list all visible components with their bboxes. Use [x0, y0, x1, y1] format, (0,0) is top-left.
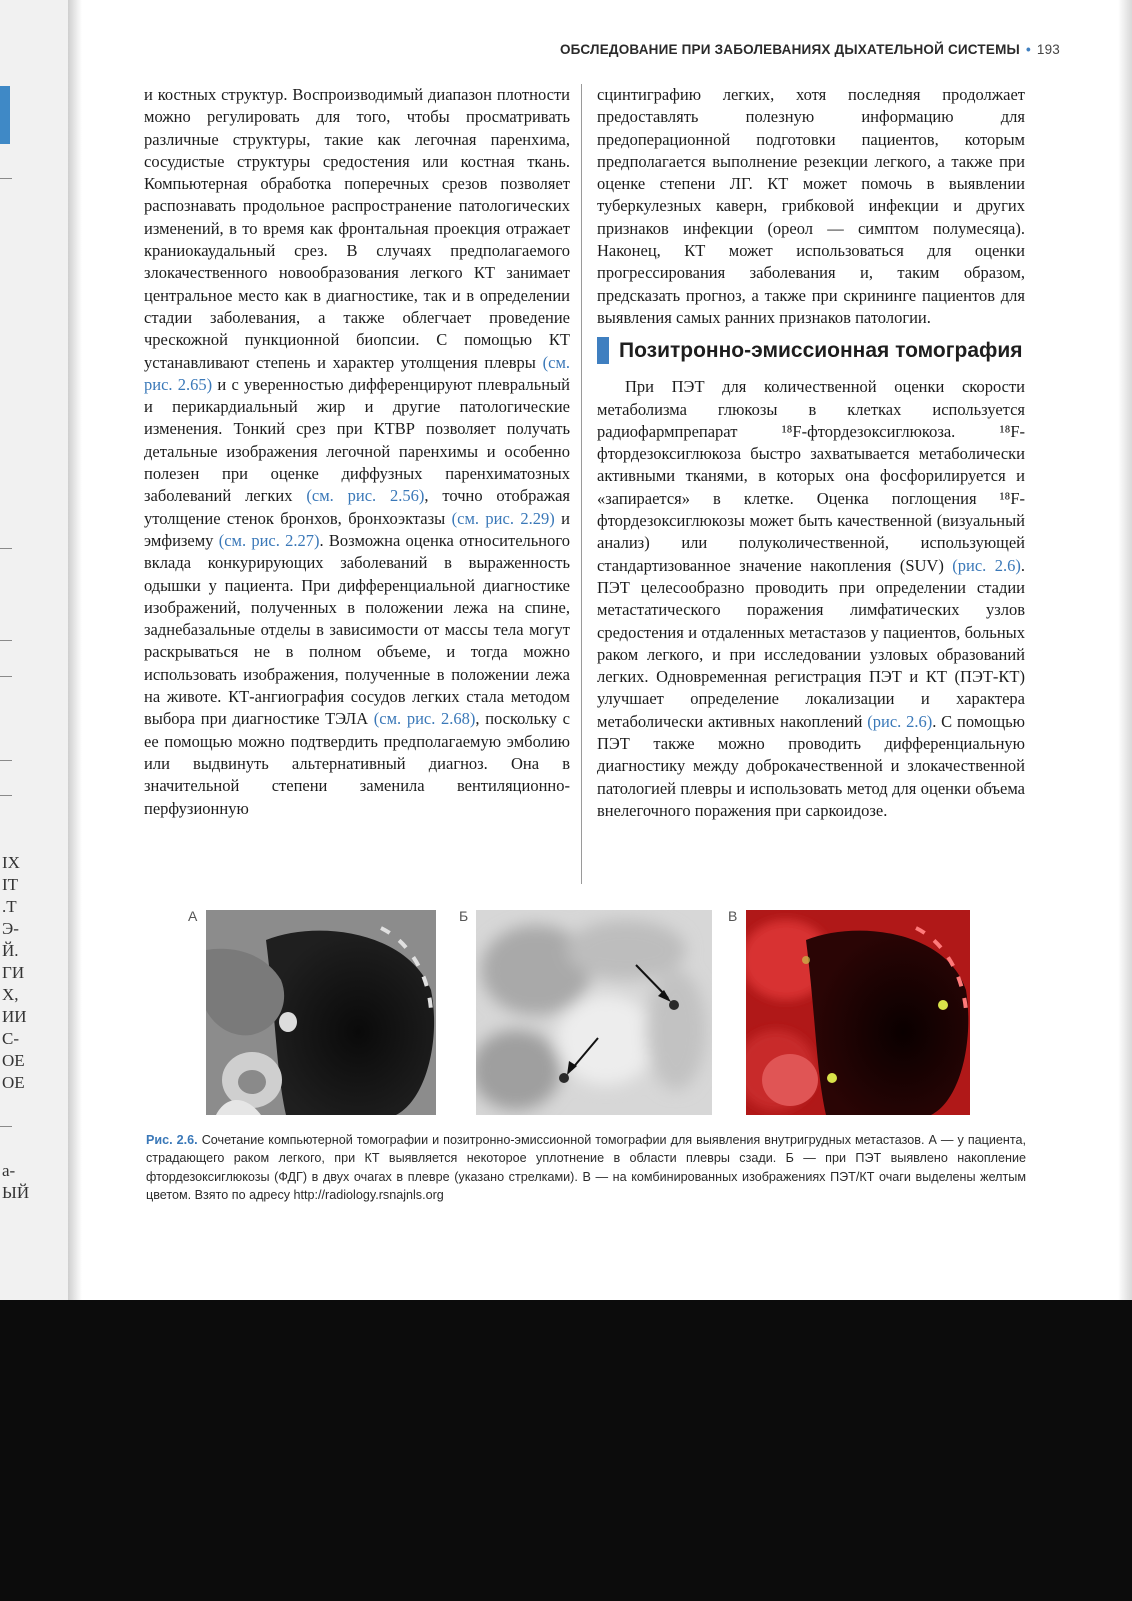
body-text: и эмфизему — [144, 508, 570, 550]
column-divider — [581, 84, 582, 884]
section-heading — [597, 337, 1025, 364]
left-page-rule — [0, 640, 12, 641]
left-page-rule — [0, 548, 12, 549]
panel-label-a: А — [188, 908, 198, 924]
body-paragraph — [597, 376, 1025, 822]
right-text-column — [597, 84, 1025, 822]
left-page-rule — [0, 178, 12, 179]
left-page-fragment: ОЕ — [2, 1051, 25, 1070]
running-header-title: ОБСЛЕДОВАНИЕ ПРИ ЗАБОЛЕВАНИЯХ ДЫХАТЕЛЬНОЙ СИСТЕМЫ — [559, 42, 1020, 57]
body-text: . С помощью ПЭТ также можно проводить дифференциальную диагностику между доброкачественной и злокачественной патологией плевры и использовать метод для оценки объема внелегочного поражения при саркоидозе. — [597, 711, 1025, 820]
figure-caption-label: Рис. 2.6. — [146, 1133, 198, 1147]
body-text: . Возможна оценка относительного вклада конкурирующих заболеваний в выраженность одышки у пациента. При дифференциальной диагностике изображений, полученных в положении лежа на спине, заднебазальные отделы в зависимости от массы тела могут раскрываться не в полном объеме, и тогда можно использовать изображения, полученные в положении лежа на животе. КТ-ангиография сосудов легких стала методом выбора при диагностике ТЭЛА — [144, 530, 570, 729]
left-page-fragment: X, — [2, 985, 19, 1004]
section-heading-marker — [597, 337, 609, 364]
body-text: , поскольку с ее помощью можно подтвердить предполагаемую эмболию или выдвинуть альтернативный диагноз. Она в значительной степени заменила вентиляционно-перфузионную — [144, 709, 570, 818]
left-page-fragment: Э- — [2, 919, 19, 938]
left-page-fragment: IT — [2, 875, 19, 894]
left-page-fragment: ЫЙ — [2, 1183, 30, 1202]
left-page-fragment: Й. — [2, 941, 19, 960]
left-facing-page — [0, 0, 69, 1300]
figure-caption-text: Сочетание компьютерной томографии и позитронно-эмиссионной томографии для выявления внутригрудных метастазов. А — у пациента, страдающего раком легкого, при КТ выявляется некоторое уплотнение в области плевры сзади. Б — при ПЭТ выявлено накопление фтордезоксиглюкозы (ФДГ) в двух очагах в плевре (указано стрелками). В — на комбинированных изображениях ПЭТ/КТ очаги выделены желтым цветом. Взято по адресу http://radiology.rsnajnls.org — [146, 1133, 1026, 1202]
body-text: и с уверенностью дифференцируют плевральный и перикардиальный жир и другие патологические изменения. Тонкий срез при КТВР позволяет получать детальные изображения легочной паренхимы и особенно полезен при оценке диффузных паренхиматозных заболеваний легких — [144, 374, 570, 506]
left-page-fragment: ИИ — [2, 1007, 27, 1026]
left-page-fragment: С- — [2, 1029, 19, 1048]
ct-image — [206, 910, 436, 1115]
left-page-fragment: IX — [2, 853, 20, 872]
figure-reference[interactable]: (рис. 2.6) — [952, 555, 1021, 575]
left-page-fragment: ГИ — [2, 963, 25, 982]
figure-reference[interactable]: (см. рис. 2.29) — [451, 508, 555, 528]
left-page-fragment: а- — [2, 1161, 16, 1180]
body-text: , точно отображая утолщение стенок бронхов, бронхоэктазы — [144, 486, 570, 528]
figure-reference[interactable]: (см. рис. 2.27) — [218, 530, 320, 550]
left-page-fragment: .T — [2, 897, 17, 916]
left-text-column — [144, 84, 570, 820]
figure-reference[interactable]: (см. рис. 2.56) — [306, 486, 425, 506]
panel-label-b: Б — [459, 908, 469, 924]
left-page-rule — [0, 1126, 12, 1127]
panel-label-c: В — [728, 908, 738, 924]
figure-panel-pet — [476, 910, 712, 1115]
figure-reference[interactable]: (см. рис. 2.68) — [373, 709, 476, 729]
pet-ct-image — [746, 910, 970, 1115]
scan-black-area — [0, 1300, 1132, 1601]
figure-reference[interactable]: (см. рис. 2.65) — [144, 352, 571, 394]
body-paragraph — [144, 84, 570, 820]
left-page-rule — [0, 760, 12, 761]
figure-caption — [146, 1131, 1026, 1204]
figure-panel-ct — [206, 910, 436, 1115]
body-paragraph: сцинтиграфию легких, хотя последняя продолжает предоставлять полезную информацию для предоперационной подготовки пациентов, которым предполагается выполнение резекции легкого, а также при оценке степени ЛГ. КТ может помочь в выявлении туберкулезных каверн, грибковой инфекции и других признаков инфекции (ореол — симптом полумесяца). Наконец, КТ может использоваться для оценки прогрессирования заболевания и, таким образом, предсказать прогноз, а также при скрининге пациентов для выявления самых ранних признаков патологии. — [597, 85, 1025, 327]
body-text: и костных структур. Воспроизводимый диапазон плотности можно регулировать для того, чтобы просматривать различные структуры, такие как легочная паренхима, сосудистые структуры средостения или костная ткань. Компьютерная обработка поперечных срезов позволяет распознавать продольное распространение патологических изменений, в то время как фронтальная проекция отражает краниокаудальный срез. В случаях предполагаемого злокачественного новообразования легкого КТ занимает центральное место как в диагностике, так и в определении стадии заболевания, а также облегчает проведение чрескожной пункционной биопсии. С помощью КТ устанавливают степень и характер утолщения плевры — [144, 85, 570, 372]
fused-focus — [827, 1073, 837, 1083]
figure-panel-pet-ct — [746, 910, 970, 1115]
left-page-rule — [0, 795, 12, 796]
binding-shadow — [68, 0, 82, 1300]
pet-image — [476, 910, 712, 1115]
fused-focus — [938, 1000, 948, 1010]
left-page-fragment: ОЕ — [2, 1073, 25, 1092]
page-number: 193 — [1036, 42, 1060, 57]
left-page-blue-band — [0, 86, 10, 144]
body-text: . ПЭТ целесообразно проводить при определении стадии метастатического поражения лимфатических узлов средостения и отдаленных метастазов у пациентов, больных раком легкого, и при исследовании узловых образований легких. Одновременная регистрация ПЭТ и КТ (ПЭТ-КТ) улучшает определение локализации и характера метаболически активных накоплений — [597, 555, 1025, 731]
section-heading-text: Позитронно-эмиссионная томография — [619, 338, 1023, 362]
page-edge-shadow — [1118, 0, 1132, 1300]
left-page-rule — [0, 676, 12, 677]
figure-reference[interactable]: (рис. 2.6) — [867, 711, 933, 731]
running-header — [460, 42, 1060, 57]
body-text: При ПЭТ для количественной оценки скорости метаболизма глюкозы в клетках используется радиофармпрепарат ¹⁸F-фтордезоксиглюкоза. ¹⁸F-фтордезоксиглюкоза быстро захватывается метаболически активными тканями, в которых она фосфорилируется и «запирается» в клетке. Оценка поглощения ¹⁸F-фтордезоксиглюкозы может быть качественной (визуальный анализ) или полуколичественной, использующей стандартизованное значение накопления (SUV) — [597, 377, 1025, 575]
running-header-separator: • — [1025, 42, 1031, 57]
